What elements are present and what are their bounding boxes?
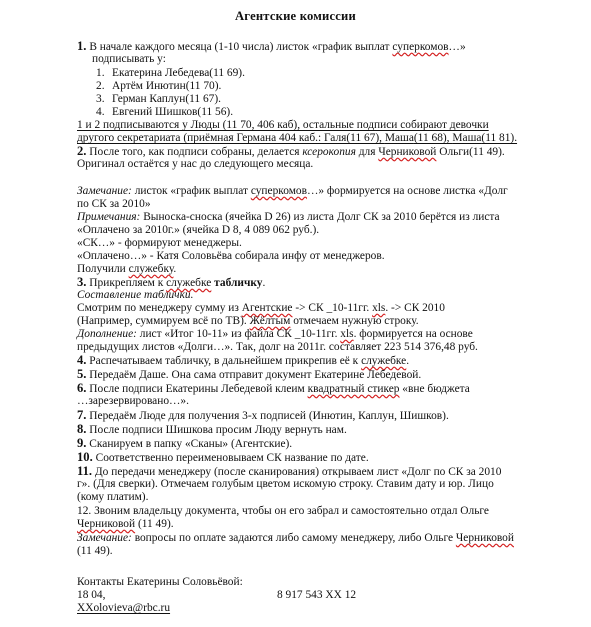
item-text: . xyxy=(406,355,410,367)
item-11-line3: (кому платим). xyxy=(77,491,149,503)
item-text: Черниковой xyxy=(378,146,437,158)
item-2-line xyxy=(77,145,505,159)
item-text: квадратный стикер xyxy=(307,383,400,395)
note-text: (11 68), xyxy=(413,132,453,144)
item-text: Прикрепляем к xyxy=(86,277,167,289)
remark-text: суперкомов xyxy=(250,185,307,197)
notes-line: «СК…» - формируют менеджеры. xyxy=(77,237,242,249)
item-number: 6. xyxy=(77,381,87,395)
notes-line xyxy=(77,263,176,276)
note-text: Маша xyxy=(384,132,414,144)
item-text: отмечаем нужную строку. xyxy=(290,315,419,327)
item-text: . формируется на основе xyxy=(353,328,473,340)
signer-list-item xyxy=(96,106,233,119)
item-text: Смотрим по менеджеру сумму из xyxy=(77,302,242,314)
item-9-line xyxy=(77,437,292,451)
signer-list-item xyxy=(96,67,245,80)
item-11-line xyxy=(77,465,501,479)
document-title: Агентские комиссии xyxy=(235,9,356,23)
item-text: После подписи Шишкова просим Люду вернуть нам. xyxy=(86,424,347,436)
item-10-line xyxy=(77,451,369,465)
item-text: для xyxy=(355,146,379,158)
item-7-line xyxy=(77,409,449,423)
item-11-line2: г». (Для сверки). Отмечаем голубым цветом искомую строку. Ставим дату и юр. Лицо xyxy=(77,478,494,490)
item-5-line xyxy=(77,368,421,382)
signer-name: Екатерина Лебедева(11 69). xyxy=(112,67,245,79)
item-text: (Например, суммируем всё по ТВ). xyxy=(77,315,250,327)
item-text: служебке xyxy=(166,277,212,289)
remark-line xyxy=(77,185,508,198)
item-number: 11. xyxy=(77,464,93,478)
item-3-line xyxy=(77,276,265,290)
notes-text: . xyxy=(173,263,177,275)
item-1-line xyxy=(77,40,466,54)
item-text: После подписи Екатерины Лебедевой клеим xyxy=(86,383,308,395)
item-number: 9. xyxy=(77,436,87,450)
item-3-addition-2: предыдущих листов «Долги…». Так, долг на 2011г. составляет 223 514 376,48 руб. xyxy=(77,341,478,353)
remark-2-line xyxy=(77,532,514,545)
remark-line2: по СК за 2010» xyxy=(77,198,151,210)
item-4-line xyxy=(77,354,409,368)
item-12-line2 xyxy=(77,518,174,531)
item-text: служебке xyxy=(361,355,407,367)
contacts-email-link[interactable]: XXolovieva@rbc.ru xyxy=(77,602,171,614)
item-text: . -> СК 2010 xyxy=(385,302,445,314)
item-text: «вне бюджета xyxy=(399,383,470,395)
notes-text: служебку xyxy=(128,263,174,275)
notes-line: «Оплачено…» - Катя Соловьёва собирала инфу от менеджеров. xyxy=(77,250,385,262)
item-text: После того, как подписи собраны, делается xyxy=(86,146,303,158)
item-text: Черниковой xyxy=(77,518,136,530)
item-number: 5. xyxy=(77,367,87,381)
signer-name: Евгений Шишков(11 56). xyxy=(112,106,234,118)
item-text: ксерокопия xyxy=(302,146,356,158)
item-text: xls xyxy=(340,328,354,340)
remark-label: Замечание: xyxy=(77,185,132,197)
item-6-line xyxy=(77,382,470,396)
signer-list-item xyxy=(96,93,221,106)
item-text: (11 49). xyxy=(135,518,174,530)
item-number: 7. xyxy=(77,408,87,422)
item-1-note: 1 и 2 подписываются у Люды (11 70, 406 каб), остальные подписи собирают девочки xyxy=(77,119,489,131)
list-number: 3. xyxy=(96,93,105,105)
item-text: Соответственно переименовываем СК название по дате. xyxy=(92,452,369,464)
item-text: Распечатываем табличку, в дальнейшем прикрепив её к xyxy=(86,355,362,367)
item-text: суперкомов xyxy=(392,41,449,53)
remark-text: листок «график выплат xyxy=(131,185,251,197)
item-number: 3. xyxy=(77,275,87,289)
item-text: Сканируем в папку «Сканы» (Агентские). xyxy=(86,438,293,450)
item-1-line2: подписывать у: xyxy=(92,53,166,65)
item-number: 2. xyxy=(77,144,87,158)
remark-label: Замечание: xyxy=(77,532,132,544)
note-text: другого секретариата (приёмная Германа 404 каб.: Галя(11 67), xyxy=(77,132,385,144)
contacts-heading: Контакты Екатерины Соловьёвой: xyxy=(77,576,243,588)
item-3-line xyxy=(77,315,419,328)
list-number: 2. xyxy=(96,80,105,92)
item-2-line2: Оригинал остаётся у нас до следующего месяца. xyxy=(77,158,314,170)
item-12-line: 12. Звоним владельцу документа, чтобы он его забрал и самостоятельно отдал Ольге xyxy=(77,505,489,517)
contacts-room: 18 04, xyxy=(77,589,106,601)
item-text: Передаём Люде для получения 3-х подписей (Инютин, Каплун, Шишков). xyxy=(86,410,449,422)
signer-list-item xyxy=(96,80,221,93)
item-text: -> СК _10-11гг. xyxy=(292,302,373,314)
item-3-line xyxy=(77,302,445,315)
note-text: Маша xyxy=(452,132,482,144)
item-text: До передачи менеджеру (после сканирования) открываем лист «Долг по СК за 2010 xyxy=(92,466,502,478)
signer-name: Артём Инютин(11 70). xyxy=(112,80,222,92)
item-text: …» xyxy=(448,41,466,53)
signer-name: Герман Каплун(11 67). xyxy=(112,93,221,105)
addition-label: Дополнение: xyxy=(77,328,137,340)
item-8-line xyxy=(77,423,347,437)
item-text: Передаём Даше. Она сама отправит документ Екатерине Лебедевой. xyxy=(86,369,422,381)
notes-text: Получили xyxy=(77,263,129,275)
contacts-phone: 8 917 543 XX 12 xyxy=(277,589,357,601)
item-number: 1. xyxy=(77,39,87,53)
notes-line xyxy=(77,211,500,224)
remark-2-line2: (11 49). xyxy=(77,545,113,557)
list-number: 1. xyxy=(96,67,105,79)
item-text: В начале каждого месяца (1-10 числа) листок «график выплат xyxy=(89,41,393,53)
item-text: табличку xyxy=(211,277,263,289)
item-text: . xyxy=(262,277,266,289)
item-text: Ольги(11 49). xyxy=(436,146,505,158)
notes-label: Примечания: xyxy=(77,211,141,223)
list-number: 4. xyxy=(96,106,105,118)
note-text: (11 81). xyxy=(481,132,518,144)
item-number: 10. xyxy=(77,450,93,464)
remark-text: вопросы по оплате задаются либо самому менеджеру, либо Ольге xyxy=(131,532,456,544)
item-number: 8. xyxy=(77,422,87,436)
notes-text: Выноска-сноска (ячейка D 26) из листа Долг СК за 2010 берётся из листа xyxy=(140,211,500,223)
item-number: 4. xyxy=(77,353,87,367)
remark-text: Черниковой xyxy=(455,532,514,544)
item-3-subheading: Составление таблички. xyxy=(77,289,194,301)
remark-text: …» формируется на основе листка «Долг xyxy=(306,185,508,197)
item-text: лист «Итог 10-11» из файла СК _10-11гг. xyxy=(136,328,341,340)
item-text: Агентские xyxy=(241,302,293,314)
item-1-note-2 xyxy=(77,132,517,145)
item-text: xls xyxy=(372,302,386,314)
item-3-addition xyxy=(77,328,473,341)
item-6-line2: …зарезервировано…». xyxy=(77,395,189,407)
notes-line: «Оплачено за 2010г.» (ячейка D 8, 4 089 062 руб.). xyxy=(77,224,320,236)
item-text: Жёлтым xyxy=(249,315,291,327)
